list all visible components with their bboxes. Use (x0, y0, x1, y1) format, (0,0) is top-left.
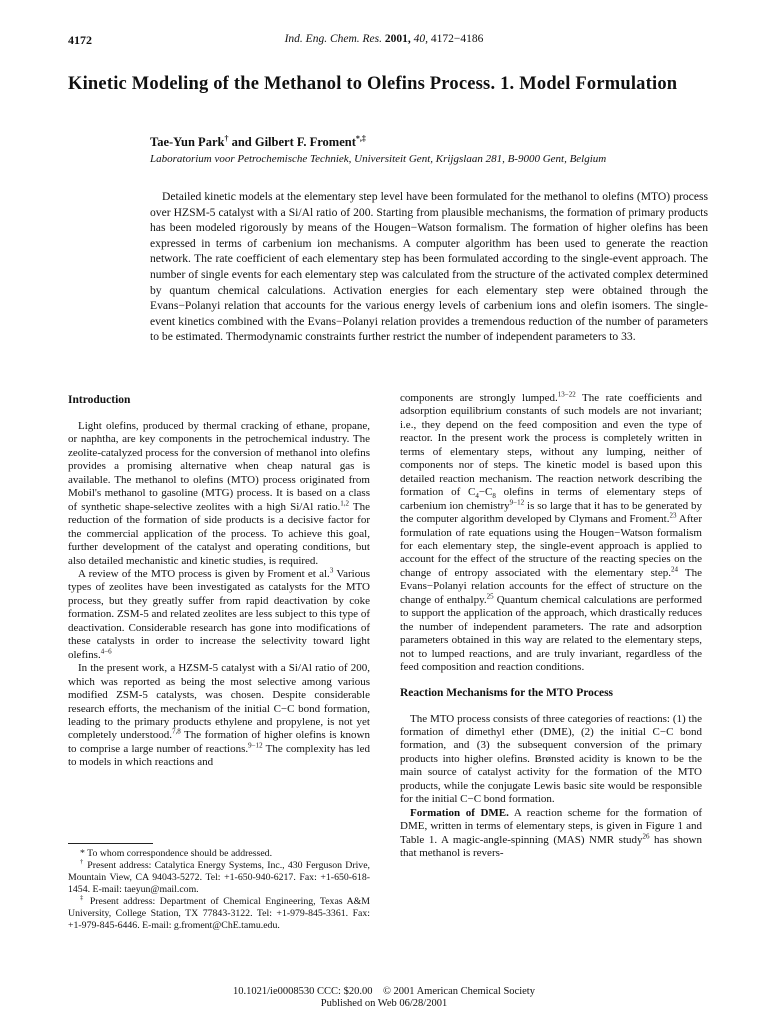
doi-line: 10.1021/ie0008530 CCC: $20.00 © 2001 American Chemical Society (233, 986, 535, 997)
citation-ref: 23 (669, 511, 677, 520)
text-run: Various types of zeolites have been investigated as catalysts for the MTO process, but they greatly suffer from rapid deactivation by coke formation. ZSM-5 and related zeolites are less subject to this type of deactivation. Considerable research has gone into modifications of these catalysts in order to increase the selectivity toward light olefins. (68, 567, 370, 661)
text-run: The Evans−Polanyi relation accounts for the effect of structure on the change of enthalpy. (400, 566, 702, 606)
text-run: Quantum chemical calculations are performed to support the application of the approach, which drastically reduces the number of independent parameters. The rate and adsorption parameters obtained in this way are related to the elementary steps, not to lumped reactions, and are truly invariant, regardless of the feed composition and reaction conditions. (400, 593, 702, 674)
citation-ref: 13−22 (557, 390, 576, 399)
text-run: Present address: Department of Chemical Engineering, Texas A&M University, College Station, TX 77843-3122. Tel: +1-979-845-3361. Fax: +1-979-845-6446. E-mail: g.froment@ChE.tamu.edu. (68, 896, 370, 931)
author-mark: † (224, 134, 229, 143)
text-run: Present address: Catalytica Energy Systems, Inc., 430 Ferguson Drive, Mountain View, CA 94043-5272. Tel: +1-650-940-6217. Fax: +1-650-618-1454. E-mail: taeyun@mail.com. (68, 860, 371, 895)
text-run: components are strongly lumped. (400, 392, 558, 404)
author-name: Gilbert F. Froment (254, 135, 356, 150)
journal-pages: 4172−4186 (430, 33, 484, 45)
text-run: After formulation of rate equations using the Hougen−Watson formalism for each elementary step, the single-event approach is applied to account for the effect of the structure of the reacting species on the change of entropy associated with the elementary step. (400, 513, 702, 579)
paragraph (68, 662, 370, 770)
footnote-mark: ‡ (80, 894, 86, 902)
paragraph (400, 807, 702, 861)
citation-ref: 25 (486, 592, 494, 601)
text-run: Light olefins, produced by thermal cracking of ethane, propane, or naphtha, are key components in the petrochemical industry. The zeolite-catalyzed process for the conversion of methanol into olefins provides a promising alternative when cheap natural gas is available. The methanol to olefins (MTO) process originated from Mobil's methanol to gasoline (MTG) process. It is based on a class of synthetic shape-selective zeolites with a high Si/Al ratio. (68, 420, 370, 513)
author-name: Tae-Yun Park (150, 135, 225, 150)
subscript: 4 (475, 492, 479, 501)
journal-name: Ind. Eng. Chem. Res. (284, 33, 383, 45)
citation-ref: 9−12 (509, 497, 525, 506)
citation-ref: 26 (642, 831, 650, 840)
text-run: A reaction scheme for the formation of DME, written in terms of elementary steps, is given in Figure 1 and Table 1. A magic-angle-spinning (MAS) NMR study (400, 806, 702, 846)
subscript: 8 (492, 492, 496, 501)
author-mark: *,‡ (355, 134, 366, 143)
footnote (68, 860, 370, 896)
text-run: The formation of higher olefins is known to comprise a large number of reactions. (68, 729, 370, 755)
citation-ref: 24 (671, 565, 678, 574)
affiliation: Laboratorium voor Petrochemische Techniek, Universiteit Gent, Krijgslaan 281, B-9000 Gent, Belgium (150, 153, 607, 165)
text-run: is so large that it has to be generated by the computer algorithm developed by Clymans and Froment. (400, 499, 702, 526)
citation-ref: 3 (329, 566, 334, 575)
page-number: 4172 (68, 33, 92, 47)
run-in-heading: Formation of DME. (410, 806, 509, 819)
footnote (68, 896, 370, 932)
paragraph (68, 420, 370, 568)
journal-year: 2001, (384, 33, 411, 45)
footnote-rule (68, 843, 153, 844)
author-conjunction: and (228, 135, 255, 150)
spacer (400, 675, 702, 685)
article-title: Kinetic Modeling of the Methanol to Olefins Process. 1. Model Formulation (68, 74, 678, 94)
paragraph (400, 392, 702, 675)
footnote-mark: † (80, 858, 85, 866)
published-line: Published on Web 06/28/2001 (320, 998, 448, 1009)
paragraph: The MTO process consists of three categories of reactions: (1) the formation of dimethyl ether (DME), (2) the initial C−C bond formation, and (3) the subsequent conversion of the primary products into higher olefins. Brønsted acidity is known to be the main source of catalyst activity for the formation of the MTO products, while the conjugate Lewis basic site would be responsible for the initial C−C bond formation. (400, 712, 702, 806)
text-run: The reduction of the formation of side products is a decisive factor for the commercial application of the process. To achieve this goal, further development of the catalyst and operating conditions, but also detailed mechanistic and kinetic studies, is required. (68, 500, 370, 567)
section-heading-introduction: Introduction (68, 394, 131, 406)
text-run: has shown that methanol is revers- (400, 833, 702, 860)
footnotes (68, 848, 370, 932)
right-column (400, 392, 702, 861)
journal-volume: 40, (413, 33, 429, 45)
text-run: olefins in terms of elementary steps of carbenium ion chemistry (400, 486, 702, 512)
author-list (150, 134, 366, 150)
citation-ref: 7,8 (172, 727, 181, 736)
text-run: In the present work, a HZSM-5 catalyst with a Si/Al ratio of 200, which was reported as being the most selective among various modified ZSM-5 catalysts, was chosen. Despite considerable research efforts, the mechanism of the initial C−C bond formation, leading to the primary products ethylene and propylene, is not yet completely understood. (68, 662, 370, 742)
text-run: A review of the MTO process is given by Froment et al. (78, 567, 330, 580)
journal-citation (0, 33, 768, 45)
citation-ref: 4−6 (100, 647, 112, 656)
paragraph (68, 568, 370, 662)
text-run: −C (478, 486, 493, 499)
text-run: The rate coefficients and adsorption equilibrium constants of such models are not invariant; i.e., they depend on the feed composition and even the type of reactor. In the present work the process is completely written in terms of elementary steps, without any lumping, neither of components nor of steps. The kinetic model is based upon this detailed reaction mechanism. The reaction network describing the formation of C (400, 392, 702, 499)
text-run: The complexity has led to models in which reactions and (68, 742, 370, 769)
citation-ref: 1,2 (340, 499, 350, 508)
citation-ref: 9−12 (248, 741, 263, 750)
footnote: * To whom correspondence should be addressed. (80, 848, 273, 859)
left-column (68, 392, 370, 770)
abstract: Detailed kinetic models at the elementary step level have been formulated for the methanol to olefins (MTO) process over HZSM-5 catalyst with a Si/Al ratio of 200. Starting from plausible mechanisms, the formation of primary products has been modeled rigorously by means of the Hougen−Watson formalism. The formation of higher olefins has been expressed in terms of carbenium ion mechanisms. A computer algorithm has been used to generate the reaction network. The rate coefficient of each elementary step has been formulated according to the single-event approach. The number of single events for each elementary step was calculated from the structure of the activated complex determined by quantum chemical calculations. Activation energies for each elementary step were obtained through the Evans−Polanyi relation that accounts for the various energy levels of carbenium ions and olefin isomers. The single-event kinetics combined with the Evans−Polanyi relation provides a tremendous reduction of the number of parameters to be estimated. Thermodynamic constraints further restrict the number of independent parameters to 33. (150, 190, 708, 344)
section-heading-reaction-mechanisms: Reaction Mechanisms for the MTO Process (400, 686, 614, 699)
page-footer (0, 986, 768, 1010)
